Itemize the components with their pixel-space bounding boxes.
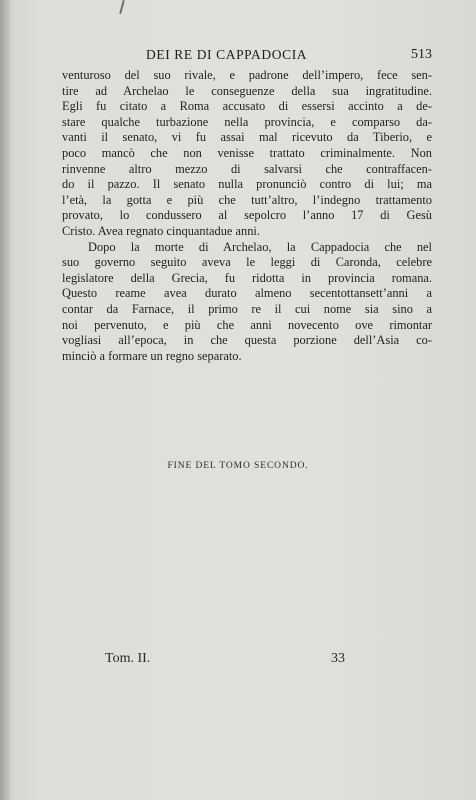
text-line: poco mancò che non venisse trattato criminalmente. Non <box>62 145 432 160</box>
text-line: legislatore della Grecia, fu ridotta in provincia romana. <box>62 270 432 285</box>
running-title: DEI RE DI CAPPADOCIA <box>146 47 308 62</box>
text-line: suo governo seguito aveva le leggi di Caronda, celebre <box>62 255 432 270</box>
text-line: do il pazzo. Il senato nulla pronunciò contro di lui; ma <box>62 177 432 192</box>
text-line: tire ad Archelao le conseguenze della sua ingratitudine. <box>62 83 432 98</box>
text-line: Dopo la morte di Archelao, la Cappadocia che nel <box>88 239 432 254</box>
text-line: vanti il senato, vi fu assai mal ricevuto da Tiberio, e <box>62 130 432 145</box>
text-line: contar da Farnace, il primo re il cui nome sia sino a <box>62 301 432 316</box>
pen-mark <box>119 0 125 14</box>
page-footer <box>105 651 345 671</box>
text-line: Egli fu citato a Roma accusato di essersi accinto a de- <box>62 99 432 114</box>
volume-signature: Tom. II. <box>105 651 151 666</box>
text-line: vogliasi all’epoca, in che questa porzione dell’Asia co- <box>62 333 432 348</box>
text-line: Questo reame avea durato almeno secentottansett’anni a <box>62 286 432 301</box>
gathering-number: 33 <box>331 651 345 666</box>
page-number: 513 <box>411 47 432 62</box>
text-line: Cristo. Avea regnato cinquantadue anni. <box>62 223 260 238</box>
text-line: rinvenne altro mezzo di salvarsi che contraffacen- <box>62 161 432 176</box>
running-head <box>62 47 434 67</box>
text-line: venturoso del suo rivale, e padrone dell’impero, fece sen- <box>62 68 432 82</box>
text-line: stare qualche turbazione nella provincia, e comparso da- <box>62 114 432 129</box>
text-line: provato, lo condussero al sepolcro l’anno 17 di Gesù <box>62 208 432 223</box>
body-text <box>62 68 432 364</box>
end-of-volume-note: FINE DEL TOMO SECONDO. <box>167 461 309 471</box>
text-line: noi pervenuto, e più che anni novecento ove rimontar <box>62 317 432 332</box>
text-line: l’età, la gotta e più che tutt’altro, l’indegno trattamento <box>62 192 432 207</box>
page-gutter <box>0 0 10 800</box>
text-line: minciò a formare un regno separato. <box>62 348 242 363</box>
